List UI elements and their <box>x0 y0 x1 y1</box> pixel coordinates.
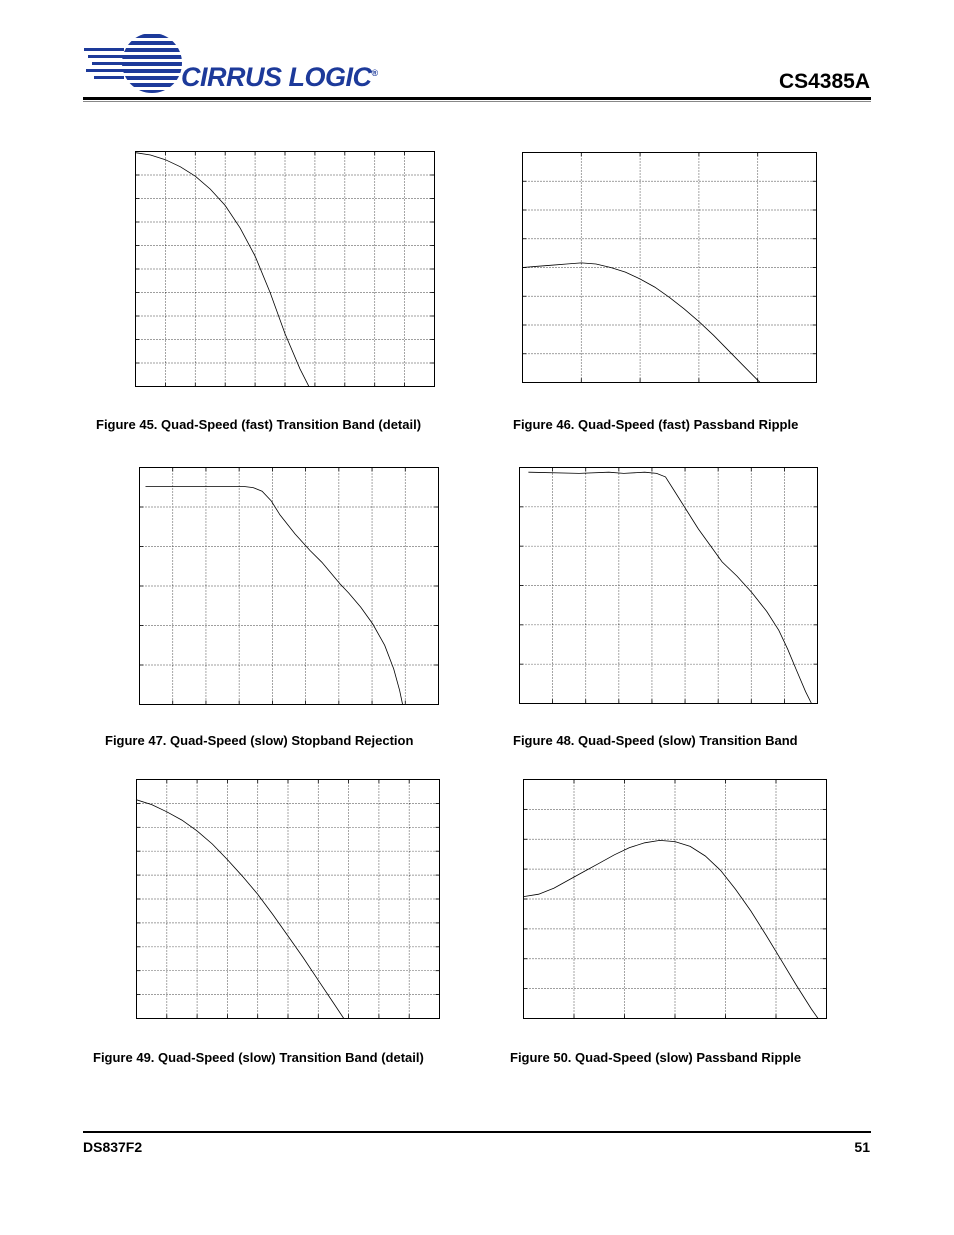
response-curve <box>523 263 776 383</box>
company-wordmark: CIRRUS LOGIC® <box>181 62 378 92</box>
header-rule-shadow <box>83 101 871 102</box>
response-curve <box>137 800 358 1019</box>
figure-50-caption: Figure 50. Quad-Speed (slow) Passband Ripple <box>510 1050 802 1065</box>
response-curve <box>136 153 318 387</box>
response-curve <box>146 487 405 706</box>
plot-figure-47 <box>139 467 439 705</box>
header-rule <box>83 97 871 100</box>
figure-48-caption: Figure 48. Quad-Speed (slow) Transition Band <box>513 733 798 748</box>
plot-figure-45 <box>135 151 435 387</box>
figure-46-caption: Figure 46. Quad-Speed (fast) Passband Ripple <box>513 417 799 432</box>
plot-figure-46 <box>522 152 817 383</box>
plot-figure-48 <box>519 467 818 704</box>
document-id: CS4385A <box>778 70 870 93</box>
page-number: 51 <box>854 1139 870 1155</box>
figure-49-caption: Figure 49. Quad-Speed (slow) Transition Band (detail) <box>93 1050 424 1065</box>
footer-rule <box>83 1131 871 1133</box>
figure-47-caption: Figure 47. Quad-Speed (slow) Stopband Rejection <box>105 733 414 748</box>
plot-figure-49 <box>136 779 440 1019</box>
plot-figure-50 <box>523 779 827 1019</box>
plot-frame <box>520 468 818 704</box>
footer-doc-number: DS837F2 <box>83 1139 143 1155</box>
figure-45-caption: Figure 45. Quad-Speed (fast) Transition Band (detail) <box>96 417 422 432</box>
